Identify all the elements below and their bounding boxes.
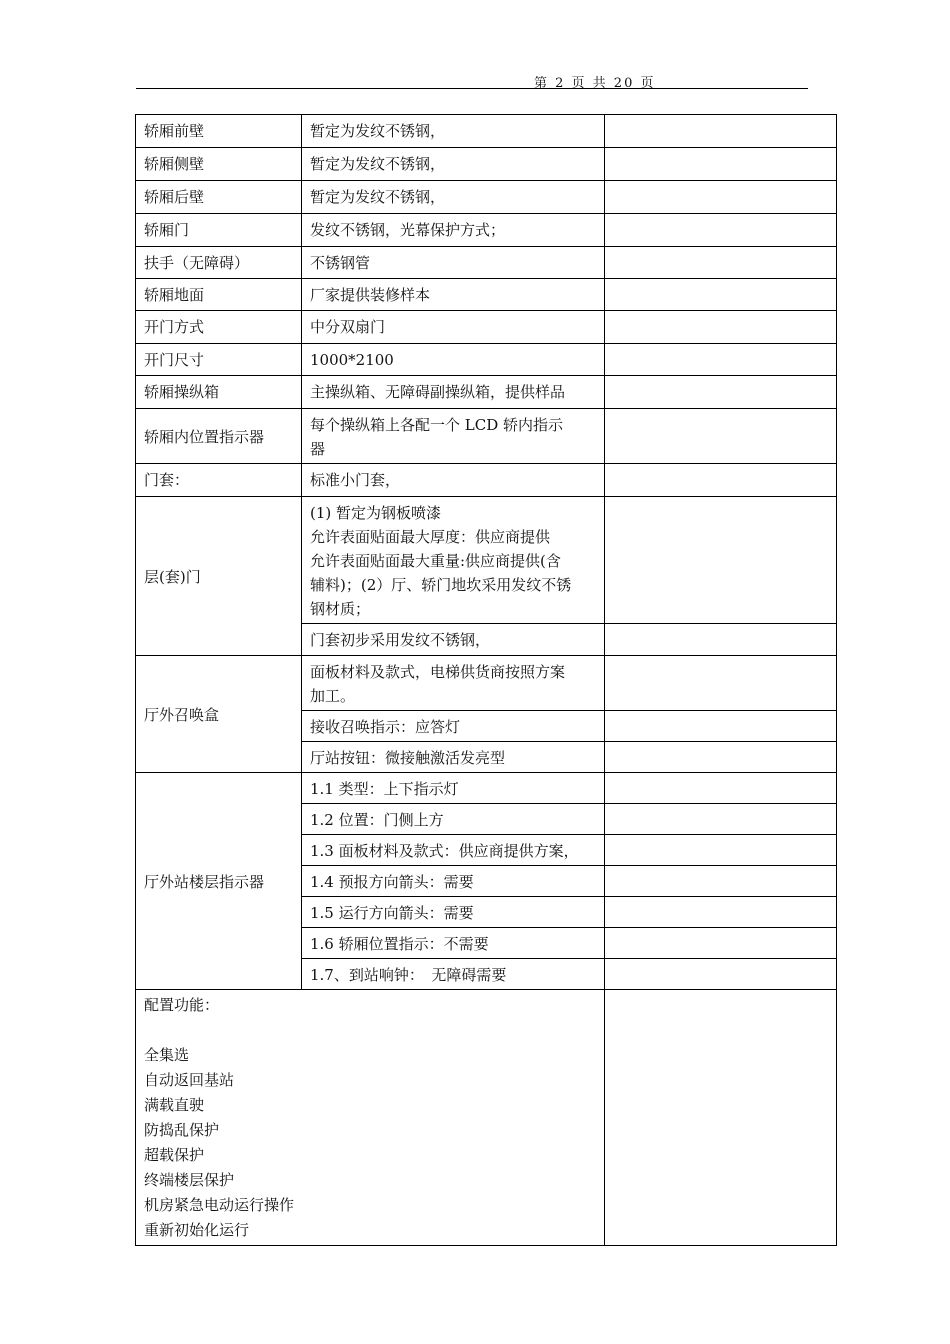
function-item: 重新初始化运行 xyxy=(144,1221,250,1239)
table-row xyxy=(136,344,837,376)
row-value: 门套初步采用发纹不锈钢， xyxy=(302,624,605,656)
row-note xyxy=(605,181,837,214)
row-note xyxy=(605,928,837,959)
row-label: 轿厢后壁 xyxy=(136,181,302,214)
function-item: 防捣乱保护 xyxy=(144,1121,220,1139)
row-note xyxy=(605,773,837,804)
function-item: 终端楼层保护 xyxy=(144,1171,235,1189)
row-value: 标准小门套， xyxy=(302,464,605,497)
function-list xyxy=(136,990,605,1246)
row-value: 暂定为发纹不锈钢， xyxy=(302,181,605,214)
table-row xyxy=(136,773,837,804)
row-value: 不锈钢管 xyxy=(302,247,605,279)
row-note xyxy=(605,835,837,866)
row-value: 1.5 运行方向箭头：需要 xyxy=(302,897,605,928)
value-line: (1) 暂定为钢板喷漆 xyxy=(310,504,442,522)
value-line: 允许表面贴面最大重量:供应商提供(含 xyxy=(310,552,561,570)
row-value: 中分双扇门 xyxy=(302,311,605,344)
table-row xyxy=(136,990,837,1246)
value-line: 钢材质； xyxy=(310,600,371,618)
row-value xyxy=(302,497,605,624)
row-label: 轿厢侧壁 xyxy=(136,148,302,181)
row-value: 厂家提供装修样本 xyxy=(302,279,605,311)
row-note xyxy=(605,497,837,624)
row-value: 1.2 位置：门侧上方 xyxy=(302,804,605,835)
table-row xyxy=(136,148,837,181)
row-value xyxy=(302,409,605,464)
row-value: 1000*2100 xyxy=(302,344,605,376)
row-note xyxy=(605,990,837,1246)
row-label: 开门尺寸 xyxy=(136,344,302,376)
row-note xyxy=(605,804,837,835)
row-value: 1.3 面板材料及款式：供应商提供方案， xyxy=(302,835,605,866)
row-note xyxy=(605,115,837,148)
row-label: 厅外召唤盒 xyxy=(136,656,302,773)
row-label: 轿厢内位置指示器 xyxy=(136,409,302,464)
function-item: 自动返回基站 xyxy=(144,1071,235,1089)
row-label: 厅外站楼层指示器 xyxy=(136,773,302,990)
row-value: 主操纵箱、无障碍副操纵箱，提供样品 xyxy=(302,376,605,409)
value-line: 每个操纵箱上各配一个 LCD 轿内指示 xyxy=(310,416,564,434)
row-value: 接收召唤指示：应答灯 xyxy=(302,711,605,742)
blank-line xyxy=(144,1018,597,1043)
row-label: 开门方式 xyxy=(136,311,302,344)
row-value: 暂定为发纹不锈钢， xyxy=(302,115,605,148)
row-label: 轿厢门 xyxy=(136,214,302,247)
function-title: 配置功能： xyxy=(144,996,220,1014)
row-value: 暂定为发纹不锈钢， xyxy=(302,148,605,181)
function-item: 全集选 xyxy=(144,1046,190,1064)
row-note xyxy=(605,464,837,497)
row-value: 厅站按钮：微接触激活发亮型 xyxy=(302,742,605,773)
row-note xyxy=(605,148,837,181)
table-row xyxy=(136,409,837,464)
row-note xyxy=(605,866,837,897)
row-value xyxy=(302,656,605,711)
table-row xyxy=(136,497,837,624)
table-row xyxy=(136,656,837,711)
value-line: 面板材料及款式，电梯供货商按照方案 xyxy=(310,663,566,681)
row-value: 1.4 预报方向箭头：需要 xyxy=(302,866,605,897)
row-note xyxy=(605,656,837,711)
row-note xyxy=(605,376,837,409)
row-note xyxy=(605,247,837,279)
spec-table xyxy=(135,114,837,1246)
table-row xyxy=(136,376,837,409)
row-note xyxy=(605,711,837,742)
row-label: 轿厢前壁 xyxy=(136,115,302,148)
function-item: 满载直驶 xyxy=(144,1096,205,1114)
function-item: 超载保护 xyxy=(144,1146,205,1164)
row-note xyxy=(605,742,837,773)
value-line: 辅料)；(2）厅、轿门地坎采用发纹不锈 xyxy=(310,576,572,594)
row-note xyxy=(605,959,837,990)
row-note xyxy=(605,344,837,376)
row-label: 门套： xyxy=(136,464,302,497)
function-item: 机房紧急电动运行操作 xyxy=(144,1196,295,1214)
row-note xyxy=(605,409,837,464)
table-row xyxy=(136,115,837,148)
table-row xyxy=(136,464,837,497)
value-line: 允许表面贴面最大厚度：供应商提供 xyxy=(310,528,551,546)
row-label: 扶手（无障碍） xyxy=(136,247,302,279)
table-row xyxy=(136,311,837,344)
page-header xyxy=(136,68,808,89)
row-label: 轿厢地面 xyxy=(136,279,302,311)
row-note xyxy=(605,897,837,928)
row-note xyxy=(605,214,837,247)
table-row xyxy=(136,181,837,214)
row-label: 层(套)门 xyxy=(136,497,302,656)
value-line: 器 xyxy=(310,440,326,458)
row-value: 1.7、到站响钟： 无障碍需要 xyxy=(302,959,605,990)
row-label: 轿厢操纵箱 xyxy=(136,376,302,409)
page-number: 第 2 页 共 20 页 xyxy=(534,76,656,91)
row-note xyxy=(605,624,837,656)
table-row xyxy=(136,247,837,279)
row-note xyxy=(605,279,837,311)
table-row xyxy=(136,214,837,247)
table-row xyxy=(136,279,837,311)
row-note xyxy=(605,311,837,344)
row-value: 1.1 类型：上下指示灯 xyxy=(302,773,605,804)
row-value: 1.6 轿厢位置指示：不需要 xyxy=(302,928,605,959)
row-value: 发纹不锈钢，光幕保护方式； xyxy=(302,214,605,247)
value-line: 加工。 xyxy=(310,687,356,705)
